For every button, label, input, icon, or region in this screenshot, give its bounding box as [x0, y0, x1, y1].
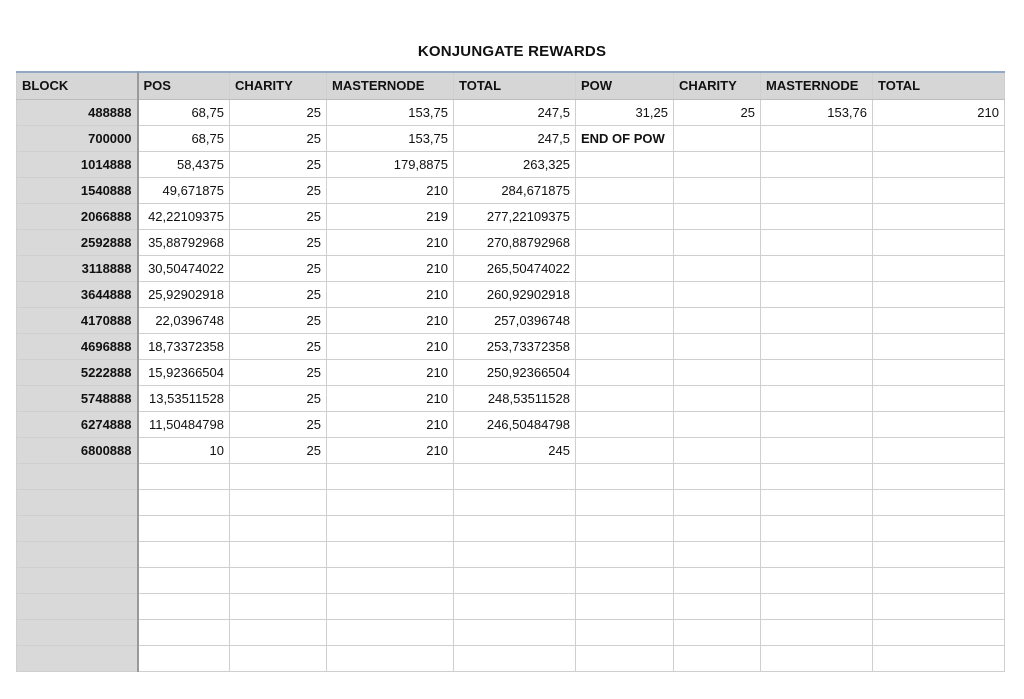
- value-cell[interactable]: [761, 333, 873, 359]
- value-cell[interactable]: [576, 385, 674, 411]
- value-cell[interactable]: 25: [230, 333, 327, 359]
- value-cell[interactable]: 210: [327, 359, 454, 385]
- table-row: [17, 489, 1005, 515]
- value-cell[interactable]: 25: [230, 359, 327, 385]
- block-cell[interactable]: 2592888: [17, 229, 138, 255]
- value-cell[interactable]: [674, 515, 761, 541]
- value-cell[interactable]: [873, 151, 1005, 177]
- value-cell[interactable]: [873, 333, 1005, 359]
- value-cell[interactable]: [327, 619, 454, 645]
- value-cell[interactable]: [873, 177, 1005, 203]
- value-cell[interactable]: 25: [230, 255, 327, 281]
- value-cell[interactable]: [873, 463, 1005, 489]
- block-cell[interactable]: [17, 541, 138, 567]
- table-row: [17, 437, 1005, 463]
- value-cell[interactable]: [873, 203, 1005, 229]
- value-cell[interactable]: 35,88792968: [138, 229, 230, 255]
- value-cell[interactable]: [674, 359, 761, 385]
- table-row: [17, 203, 1005, 229]
- table-row: [17, 593, 1005, 619]
- value-cell[interactable]: [873, 619, 1005, 645]
- value-cell[interactable]: [873, 515, 1005, 541]
- table-row: [17, 541, 1005, 567]
- value-cell[interactable]: [576, 229, 674, 255]
- value-cell[interactable]: [761, 125, 873, 151]
- value-cell[interactable]: [761, 437, 873, 463]
- table-row: [17, 359, 1005, 385]
- block-cell[interactable]: 4696888: [17, 333, 138, 359]
- value-cell[interactable]: 257,0396748: [454, 307, 576, 333]
- value-cell[interactable]: [230, 515, 327, 541]
- value-cell[interactable]: 210: [327, 411, 454, 437]
- value-cell[interactable]: [761, 515, 873, 541]
- table-row: [17, 411, 1005, 437]
- value-cell[interactable]: 25: [230, 125, 327, 151]
- value-cell[interactable]: [761, 151, 873, 177]
- value-cell[interactable]: [576, 619, 674, 645]
- value-cell[interactable]: [674, 541, 761, 567]
- value-cell[interactable]: [576, 437, 674, 463]
- value-cell[interactable]: [230, 567, 327, 593]
- block-cell[interactable]: 2066888: [17, 203, 138, 229]
- value-cell[interactable]: 31,25: [576, 99, 674, 125]
- value-cell[interactable]: [138, 541, 230, 567]
- block-cell[interactable]: 1014888: [17, 151, 138, 177]
- value-cell[interactable]: 210: [327, 307, 454, 333]
- value-cell[interactable]: [873, 541, 1005, 567]
- value-cell[interactable]: [576, 515, 674, 541]
- value-cell[interactable]: 260,92902918: [454, 281, 576, 307]
- header-pos[interactable]: POS: [138, 72, 230, 99]
- value-cell[interactable]: 68,75: [138, 99, 230, 125]
- value-cell[interactable]: 245: [454, 437, 576, 463]
- value-cell[interactable]: [327, 567, 454, 593]
- value-cell[interactable]: 210: [327, 385, 454, 411]
- value-cell[interactable]: 18,73372358: [138, 333, 230, 359]
- value-cell[interactable]: 25: [230, 281, 327, 307]
- value-cell[interactable]: [454, 645, 576, 671]
- value-cell[interactable]: 263,325: [454, 151, 576, 177]
- block-cell[interactable]: 700000: [17, 125, 138, 151]
- value-cell[interactable]: [761, 567, 873, 593]
- value-cell[interactable]: [576, 151, 674, 177]
- value-cell[interactable]: 248,53511528: [454, 385, 576, 411]
- table-row: [17, 281, 1005, 307]
- block-cell[interactable]: [17, 645, 138, 671]
- value-cell[interactable]: 247,5: [454, 125, 576, 151]
- header-masternode-pow[interactable]: MASTERNODE: [761, 72, 873, 99]
- value-cell[interactable]: [761, 359, 873, 385]
- value-cell[interactable]: [454, 541, 576, 567]
- value-cell[interactable]: 25: [230, 307, 327, 333]
- table-body: [17, 99, 1005, 671]
- value-cell[interactable]: [674, 489, 761, 515]
- table-row: [17, 463, 1005, 489]
- value-cell[interactable]: [761, 385, 873, 411]
- value-cell[interactable]: [873, 125, 1005, 151]
- table-row: [17, 99, 1005, 125]
- value-cell[interactable]: [576, 255, 674, 281]
- value-cell[interactable]: [138, 645, 230, 671]
- table-row: [17, 515, 1005, 541]
- value-cell[interactable]: 25,92902918: [138, 281, 230, 307]
- value-cell[interactable]: [674, 281, 761, 307]
- value-cell[interactable]: [138, 619, 230, 645]
- value-cell[interactable]: [873, 385, 1005, 411]
- value-cell[interactable]: [327, 541, 454, 567]
- value-cell[interactable]: [674, 593, 761, 619]
- value-cell[interactable]: 153,75: [327, 99, 454, 125]
- value-cell[interactable]: [674, 125, 761, 151]
- value-cell[interactable]: [138, 463, 230, 489]
- value-cell[interactable]: [761, 489, 873, 515]
- value-cell[interactable]: [327, 593, 454, 619]
- table-row: [17, 307, 1005, 333]
- value-cell[interactable]: [873, 359, 1005, 385]
- value-cell[interactable]: [761, 541, 873, 567]
- value-cell[interactable]: [576, 333, 674, 359]
- header-pow[interactable]: POW: [576, 72, 674, 99]
- block-cell[interactable]: 488888: [17, 99, 138, 125]
- value-cell[interactable]: [761, 255, 873, 281]
- value-cell[interactable]: [761, 203, 873, 229]
- table-row: [17, 255, 1005, 281]
- value-cell[interactable]: [454, 489, 576, 515]
- table-row: [17, 385, 1005, 411]
- value-cell[interactable]: [761, 411, 873, 437]
- value-cell[interactable]: [230, 489, 327, 515]
- value-cell[interactable]: [230, 645, 327, 671]
- block-cell[interactable]: [17, 489, 138, 515]
- value-cell[interactable]: [576, 203, 674, 229]
- value-cell[interactable]: [454, 593, 576, 619]
- block-cell[interactable]: 3118888: [17, 255, 138, 281]
- value-cell[interactable]: [674, 463, 761, 489]
- value-cell[interactable]: 25: [230, 385, 327, 411]
- value-cell[interactable]: [873, 489, 1005, 515]
- value-cell[interactable]: 25: [674, 99, 761, 125]
- value-cell[interactable]: 153,76: [761, 99, 873, 125]
- value-cell[interactable]: [454, 515, 576, 541]
- value-cell[interactable]: [873, 567, 1005, 593]
- value-cell[interactable]: 210: [873, 99, 1005, 125]
- block-cell[interactable]: 5748888: [17, 385, 138, 411]
- value-cell[interactable]: [873, 229, 1005, 255]
- value-cell[interactable]: 25: [230, 151, 327, 177]
- value-cell[interactable]: [761, 177, 873, 203]
- value-cell[interactable]: [576, 411, 674, 437]
- value-cell[interactable]: 210: [327, 177, 454, 203]
- header-total[interactable]: TOTAL: [454, 72, 576, 99]
- value-cell[interactable]: 42,22109375: [138, 203, 230, 229]
- value-cell[interactable]: 284,671875: [454, 177, 576, 203]
- value-cell[interactable]: 210: [327, 333, 454, 359]
- value-cell[interactable]: 22,0396748: [138, 307, 230, 333]
- value-cell[interactable]: [873, 411, 1005, 437]
- value-cell[interactable]: 58,4375: [138, 151, 230, 177]
- value-cell[interactable]: [761, 281, 873, 307]
- value-cell[interactable]: [674, 619, 761, 645]
- value-cell[interactable]: [454, 567, 576, 593]
- header-masternode[interactable]: MASTERNODE: [327, 72, 454, 99]
- value-cell[interactable]: [576, 359, 674, 385]
- value-cell[interactable]: 10: [138, 437, 230, 463]
- value-cell[interactable]: 250,92366504: [454, 359, 576, 385]
- table-row: [17, 619, 1005, 645]
- value-cell[interactable]: 270,88792968: [454, 229, 576, 255]
- value-cell[interactable]: [576, 307, 674, 333]
- table-row: [17, 645, 1005, 671]
- value-cell[interactable]: 265,50474022: [454, 255, 576, 281]
- value-cell[interactable]: 253,73372358: [454, 333, 576, 359]
- header-row: [17, 72, 1005, 99]
- value-cell[interactable]: 247,5: [454, 99, 576, 125]
- value-cell[interactable]: 25: [230, 437, 327, 463]
- sheet-title: KONJUNGATE REWARDS: [417, 43, 607, 60]
- value-cell[interactable]: 25: [230, 177, 327, 203]
- value-cell[interactable]: [761, 307, 873, 333]
- value-cell[interactable]: [576, 463, 674, 489]
- value-cell[interactable]: [674, 229, 761, 255]
- value-cell[interactable]: [873, 437, 1005, 463]
- value-cell[interactable]: [873, 281, 1005, 307]
- block-cell[interactable]: [17, 463, 138, 489]
- value-cell[interactable]: [674, 307, 761, 333]
- value-cell[interactable]: [576, 541, 674, 567]
- block-cell[interactable]: 4170888: [17, 307, 138, 333]
- value-cell[interactable]: 68,75: [138, 125, 230, 151]
- value-cell[interactable]: 246,50484798: [454, 411, 576, 437]
- value-cell[interactable]: 277,22109375: [454, 203, 576, 229]
- value-cell[interactable]: [674, 255, 761, 281]
- value-cell[interactable]: [873, 255, 1005, 281]
- block-cell[interactable]: [17, 515, 138, 541]
- value-cell[interactable]: [576, 489, 674, 515]
- value-cell[interactable]: [138, 489, 230, 515]
- value-cell[interactable]: [327, 645, 454, 671]
- note-cell[interactable]: END OF POW: [576, 125, 674, 151]
- header-charity[interactable]: CHARITY: [230, 72, 327, 99]
- value-cell[interactable]: [873, 645, 1005, 671]
- block-cell[interactable]: [17, 593, 138, 619]
- table-row: [17, 177, 1005, 203]
- value-cell[interactable]: [674, 385, 761, 411]
- value-cell[interactable]: [230, 463, 327, 489]
- value-cell[interactable]: [674, 203, 761, 229]
- value-cell[interactable]: [327, 515, 454, 541]
- value-cell[interactable]: 210: [327, 255, 454, 281]
- value-cell[interactable]: 15,92366504: [138, 359, 230, 385]
- value-cell[interactable]: 210: [327, 437, 454, 463]
- block-cell[interactable]: [17, 619, 138, 645]
- value-cell[interactable]: 210: [327, 229, 454, 255]
- value-cell[interactable]: [674, 411, 761, 437]
- value-cell[interactable]: 25: [230, 411, 327, 437]
- value-cell[interactable]: [576, 177, 674, 203]
- value-cell[interactable]: [327, 489, 454, 515]
- value-cell[interactable]: [761, 645, 873, 671]
- value-cell[interactable]: [761, 593, 873, 619]
- value-cell[interactable]: 179,8875: [327, 151, 454, 177]
- value-cell[interactable]: [576, 645, 674, 671]
- block-cell[interactable]: [17, 567, 138, 593]
- value-cell[interactable]: [674, 151, 761, 177]
- value-cell[interactable]: [454, 463, 576, 489]
- value-cell[interactable]: [230, 541, 327, 567]
- block-cell[interactable]: 1540888: [17, 177, 138, 203]
- value-cell[interactable]: 49,671875: [138, 177, 230, 203]
- header-block[interactable]: BLOCK: [17, 72, 138, 99]
- value-cell[interactable]: [576, 593, 674, 619]
- rewards-table: [16, 71, 1005, 672]
- value-cell[interactable]: [761, 229, 873, 255]
- block-cell[interactable]: 6800888: [17, 437, 138, 463]
- table-row: [17, 229, 1005, 255]
- value-cell[interactable]: [576, 567, 674, 593]
- value-cell[interactable]: [873, 593, 1005, 619]
- value-cell[interactable]: 219: [327, 203, 454, 229]
- value-cell[interactable]: 13,53511528: [138, 385, 230, 411]
- table-row: [17, 151, 1005, 177]
- value-cell[interactable]: 25: [230, 229, 327, 255]
- value-cell[interactable]: 30,50474022: [138, 255, 230, 281]
- value-cell[interactable]: [454, 619, 576, 645]
- value-cell[interactable]: [761, 463, 873, 489]
- value-cell[interactable]: [230, 619, 327, 645]
- header-total-pow[interactable]: TOTAL: [873, 72, 1005, 99]
- header-charity-pow[interactable]: CHARITY: [674, 72, 761, 99]
- value-cell[interactable]: 11,50484798: [138, 411, 230, 437]
- value-cell[interactable]: [674, 177, 761, 203]
- value-cell[interactable]: [138, 567, 230, 593]
- value-cell[interactable]: 153,75: [327, 125, 454, 151]
- block-cell[interactable]: 6274888: [17, 411, 138, 437]
- value-cell[interactable]: [674, 333, 761, 359]
- value-cell[interactable]: [576, 281, 674, 307]
- table-row: [17, 567, 1005, 593]
- value-cell[interactable]: [674, 645, 761, 671]
- table-row: [17, 333, 1005, 359]
- value-cell[interactable]: 25: [230, 203, 327, 229]
- table-row: [17, 125, 1005, 151]
- value-cell[interactable]: 210: [327, 281, 454, 307]
- value-cell[interactable]: [674, 437, 761, 463]
- value-cell[interactable]: 25: [230, 99, 327, 125]
- value-cell[interactable]: [138, 593, 230, 619]
- value-cell[interactable]: [230, 593, 327, 619]
- value-cell[interactable]: [873, 307, 1005, 333]
- value-cell[interactable]: [138, 515, 230, 541]
- value-cell[interactable]: [674, 567, 761, 593]
- value-cell[interactable]: [327, 463, 454, 489]
- block-cell[interactable]: 5222888: [17, 359, 138, 385]
- value-cell[interactable]: [761, 619, 873, 645]
- block-cell[interactable]: 3644888: [17, 281, 138, 307]
